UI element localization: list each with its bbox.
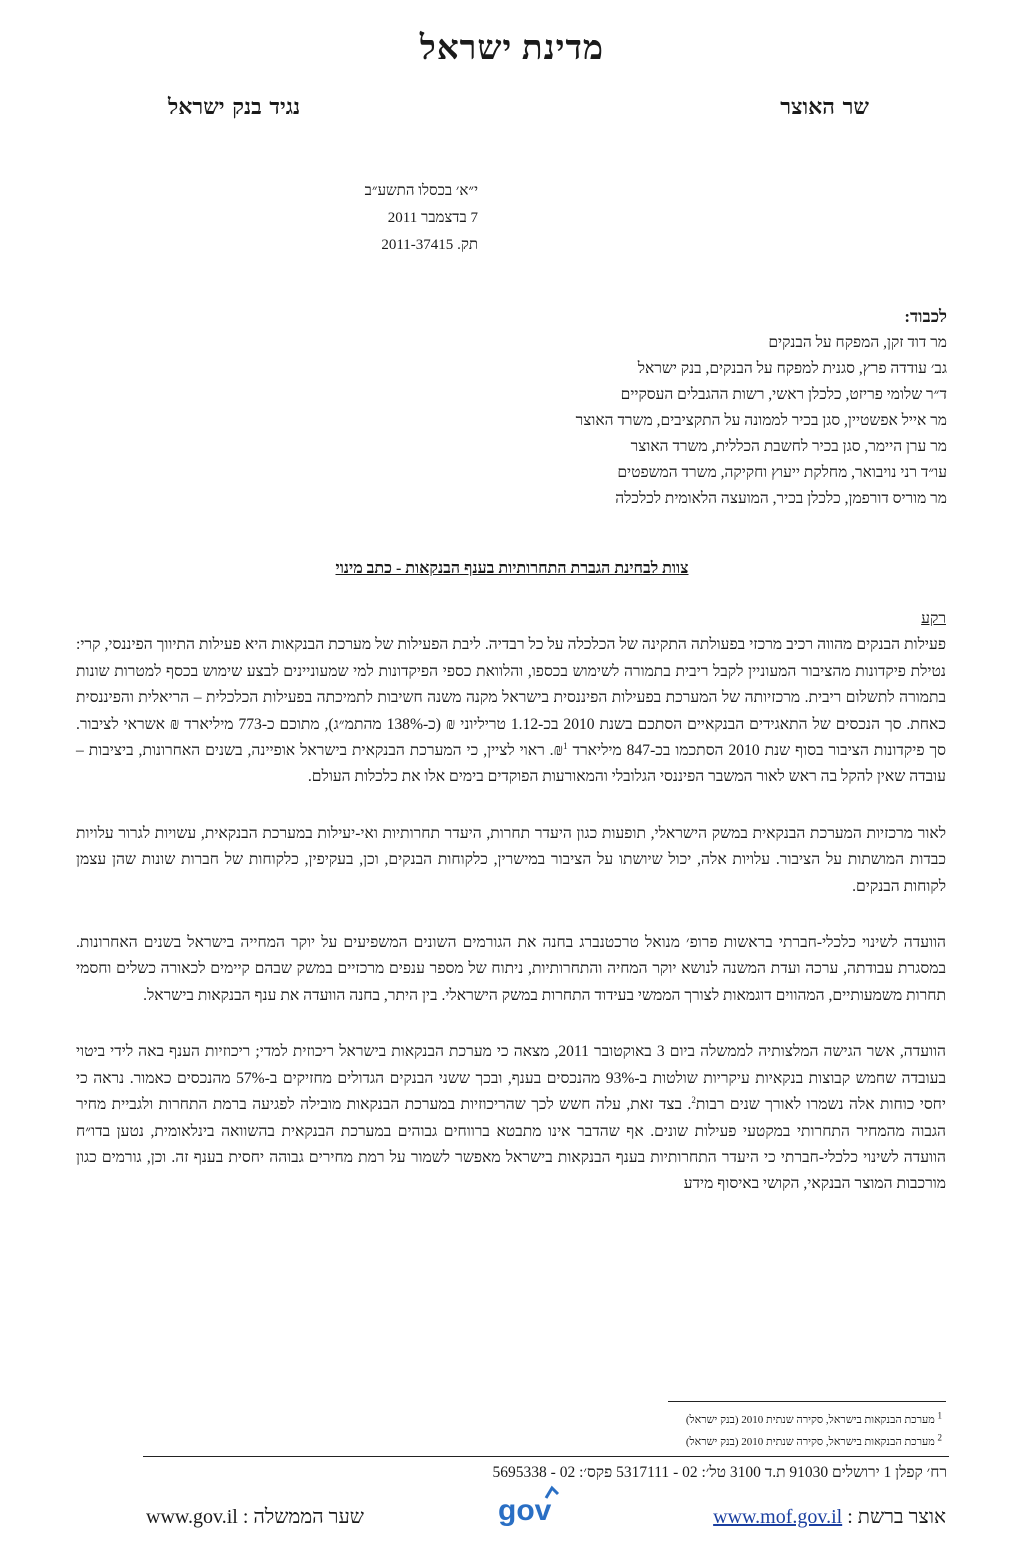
recipient-line: מר דוד זקן, המפקח על הבנקים [768, 334, 947, 351]
paragraph-4-text-b: . בצד זאת, עלה חשש לכך שהריכוזיות במערכת הבנקאות מובילה לפגיעה ברמת התחרות ולגביית מחיר הגבוה מהמחיר התחרותי במקטעי פעילות שונים. אף שהדבר אינו מתבטא ברווחים גבוהים במערכת הבנקאית בהשוואה בינלאומית, נטען בדו״ח הוועדה לשינוי כלכלי-חברתי כי היעדר התחרותיות בענף הבנקאות בישראל מאפשר לשמור על רמת מחירים גבוהה יחסית בענף זה. וכן, גורמים כגון מורכבות המוצר הבנקאי, הקושי באיסוף מידע [76, 1096, 946, 1193]
footnote-divider [668, 1401, 946, 1402]
gov-logo-check [546, 1488, 558, 1498]
gov-label: שער הממשלה : [242, 1506, 364, 1528]
country-title: מדינת ישראל [419, 30, 605, 67]
gov-link[interactable]: www.gov.il [146, 1506, 238, 1528]
gov-logo-text: gov [498, 1494, 552, 1527]
treasury-site [713, 1506, 946, 1529]
hebrew-date: י״א׳ בכסלו התשע״ב [364, 183, 478, 199]
reference-number: תק. 2011-37415 [381, 237, 478, 253]
recipient-line: מר מוריס דורפמן, כלכלן בכיר, המועצה הלאומית לכלכלה [615, 490, 947, 507]
treasury-link[interactable]: www.mof.gov.il [713, 1506, 843, 1528]
footnote-text: מערכת הבנקאות בישראל, סקירה שנתית 2010 (בנק ישראל) [685, 1414, 935, 1426]
minister-title: שר האוצר [780, 94, 869, 120]
footnote-number: 2 [937, 1432, 942, 1443]
footer-address: רח׳ קפלן 1 ירושלים 91030 ת.ד 3100 טל׳: 02 - 5317111 פקס׳: 02 - 5695338 [492, 1464, 947, 1481]
paragraph-1-text-a: פעילות הבנקים מהווה רכיב מרכזי בפעולתה התקינה של הכלכלה על כל רבדיה. ליבת הפעילות של מערכת הבנקאות היא פעילות התיווך הפיננסי, קרי: נטילת פיקדונות מהציבור המעוניין לקבל ריבית בתמורה לשימוש בכספו, והלוואת כספי הפיקדונות למי שמעוניינים לבצע שימוש בכסף למטרות שונות בתמורה לתשלום ריבית. מרכזיותה של המערכת בפעילות הפיננסית בישראל מקנה משנה חשיבות לתמיכתה בפעילות הכלכלית – הריאלית והפיננסית כאחת. סך הנכסים של התאגידים הבנקאיים הסתכם בשנת 2010 בכ-1.12 טריליוני ₪ (כ-138% מהתמ״ג), מתוכם כ-773 מיליארד ₪ אשראי לציבור. סך פיקדונות הציבור בסוף שנת 2010 הסתכמו בכ-847 מיליארד ₪ [76, 636, 946, 760]
paragraph-1 [76, 632, 946, 790]
recipient-line: מר ערן היימר, סגן בכיר לחשבת הכללית, משרד האוצר [630, 438, 947, 455]
subject-line: צוות לבחינת הגברת התחרותיות בענף הבנקאות - כתב מינוי [335, 560, 689, 577]
footer-divider [143, 1456, 949, 1457]
footnote-number: 1 [937, 1410, 942, 1421]
paragraph-3: הוועדה לשינוי כלכלי-חברתי בראשות פרופ׳ מנואל טרכטנברג בחנה את הגורמים השונים המשפיעים על יוקר המחייה בישראל בשנים האחרונות. במסגרת עבודתה, ערכה ועדת המשנה לנושא יוקר המחיה והתחרותיות, ניתוח של מספר ענפים מרכזיים במשק שבהם קיימים לכאורה כשלים וחסמי תחרות משמעותיים, המהווים דוגמאות לצורך הממשי בעידוד התחרות במשק הישראלי. בין היתר, בחנה הוועדה את ענף הבנקאות בישראל. [76, 934, 946, 1004]
letter-body [76, 606, 946, 1228]
gov-logo-graphic [494, 1484, 566, 1530]
footnote-text: מערכת הבנקאות בישראל, סקירה שנתית 2010 (בנק ישראל) [685, 1436, 935, 1448]
recipient-line: ד״ר שלומי פריזט, כלכלן ראשי, רשות ההגבלים העסקיים [620, 386, 947, 403]
recipient-line: גב׳ עודדה פרץ, סגנית למפקח על הבנקים, בנק ישראל [637, 360, 947, 377]
date-block [178, 178, 478, 259]
footnote-item [442, 1431, 942, 1453]
paragraph-4 [76, 1039, 946, 1197]
governor-title: נגיד בנק ישראל [168, 94, 301, 120]
treasury-label: אוצר ברשת : [847, 1506, 946, 1528]
to-label: לכבוד: [904, 307, 947, 326]
gov-site [146, 1506, 364, 1529]
gregorian-date: 7 בדצמבר 2011 [387, 210, 478, 226]
gov-logo [494, 1484, 566, 1530]
recipients-block [307, 304, 947, 512]
footnote-1-mark: 1 [563, 740, 568, 751]
footnote-2-mark: 2 [691, 1094, 696, 1105]
footnote-item [442, 1409, 942, 1431]
footnotes-block [442, 1409, 942, 1453]
paragraph-2: לאור מרכזיות המערכת הבנקאית במשק הישראלי, תופעות כגון היעדר תחרות, היעדר תחרותיות ואי-יעילות במערכת הבנקאית, עשויות לגרור עלויות כבדות המושתות על הציבור. עלויות אלה, יכול שיושתו על הציבור במישרין, כלקוחות הבנקים, וכן, בעקיפין, כלקוחות של חברות שונות שהן עצמן לקוחות הבנקים. [76, 824, 946, 895]
section-title: רקע [921, 610, 946, 627]
recipient-line: עו״ד רני נויבואר, מחלקת ייעוץ וחקיקה, משרד המשפטים [617, 464, 947, 481]
recipient-line: מר אייל אפשטיין, סגן בכיר לממונה על התקציבים, משרד האוצר [575, 412, 947, 429]
paragraph-4-text-a: הוועדה, אשר הגישה המלצותיה לממשלה ביום 3 באוקטובר 2011, מצאה כי מערכת הבנקאות בישראל ריכוזית למדי; ריכוזיות הענף באה לידי ביטוי בעובדה שחמש קבוצות בנקאיות עיקריות שולטות ב-93% מהנכסים בענף, ובכך ששני הבנקים הגדולים מחזיקים ב-57% מהנכסים כאמור. נראה כי יחסי כוחות אלה נשמרו לאורך שנים רבות [76, 1043, 947, 1114]
paragraph-1-text-b: . ראוי לציין, כי המערכת הבנקאית בישראל אופיינה, בשנים האחרונות, ביציבות – עובדה שאין להקל בה ראש לאור המשבר הפיננסי הגלובלי והמאורעות הפוקדים בימים אלו את כלכלות העולם. [76, 742, 946, 786]
